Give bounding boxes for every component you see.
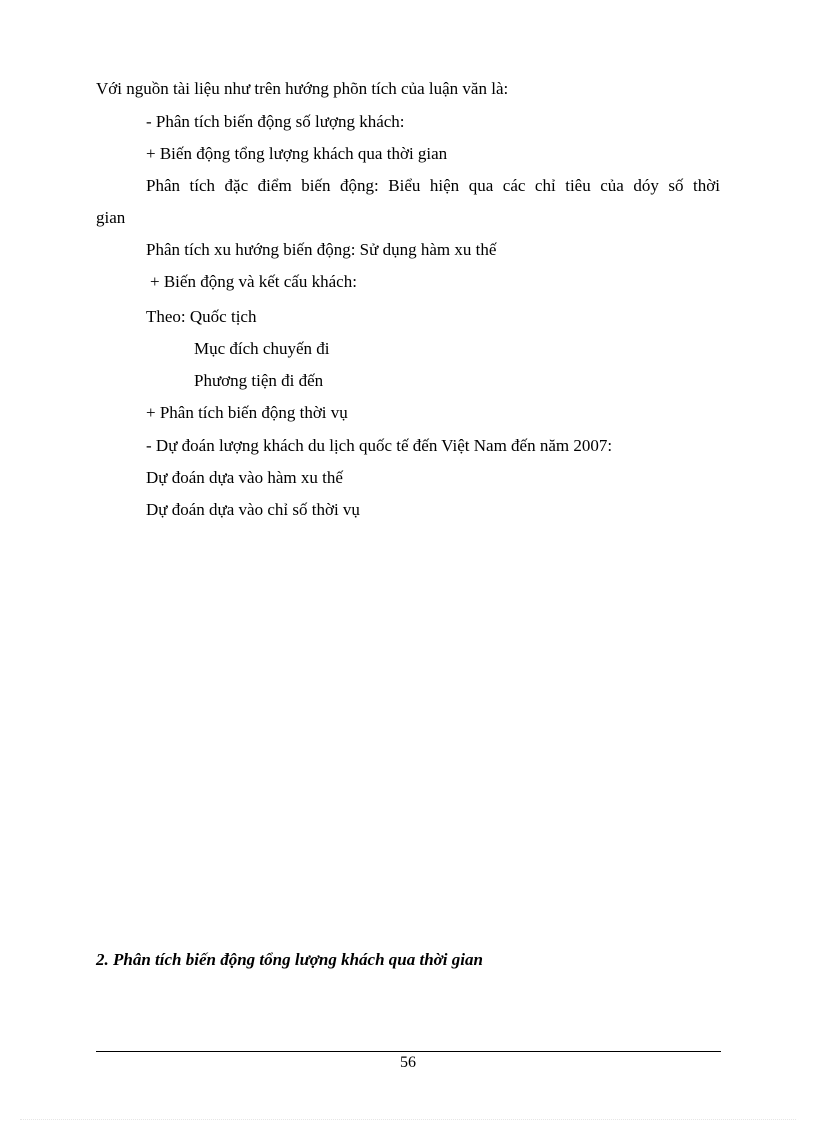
list-item-total-over-time: + Biến động tổng lượng khách qua thời gian <box>146 144 448 163</box>
list-item-forecast: - Dự đoán lượng khách du lịch quốc tế đến Việt Nam đến năm 2007: <box>146 436 613 455</box>
intro-line: Với nguồn tài liệu như trên hướng phõn tích của luận văn là: <box>96 79 509 98</box>
list-item-characteristics-continued: gian <box>96 208 126 227</box>
list-item-by-nationality: Theo: Quốc tịch <box>146 307 257 326</box>
section-heading: 2. Phân tích biến động tổng lượng khách qua thời gian <box>96 950 483 969</box>
list-item-structure: + Biến động và kết cấu khách: <box>150 272 357 291</box>
list-item-seasonality: + Phân tích biến động thời vụ <box>146 403 348 422</box>
list-item-forecast-trend: Dự đoán dựa vào hàm xu thế <box>146 468 343 487</box>
page-number: 56 <box>400 1054 416 1071</box>
footer-divider <box>96 1051 721 1052</box>
page-bottom-edge <box>20 1119 796 1120</box>
list-item-characteristics: Phân tích đặc điểm biến động: Biểu hiện qua các chỉ tiêu của dóy số thời <box>146 176 720 195</box>
list-item-visitor-count: - Phân tích biến động số lượng khách: <box>146 112 405 131</box>
list-item-trend: Phân tích xu hướng biến động: Sử dụng hàm xu thế <box>146 240 497 259</box>
list-item-transport: Phương tiện đi đến <box>194 371 324 390</box>
list-item-trip-purpose: Mục đích chuyến đi <box>194 339 330 358</box>
list-item-forecast-seasonal: Dự đoán dựa vào chỉ số thời vụ <box>146 500 360 519</box>
